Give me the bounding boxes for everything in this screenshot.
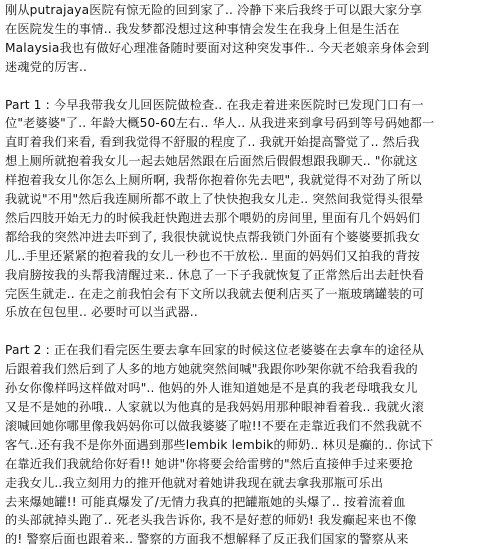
text-line: 孙女你像样吗这样做对吗".. 他妈的外人谁知道她是不是真的我老母哦我女儿 [5,381,418,396]
text-line: Part 2 : 正在我们看完医生要去拿车回家的时候这位老婆婆在去拿车的途径从 [5,343,425,358]
text-line: 都给我的突然冲进去吓到了, 我很快就说快点帮我锁门外面有个婆婆要抓我女 [5,229,421,244]
text-line: 的! 警察后面也跟着来.. 警察的方面我不想解释了反正我们国家的警察从来 [5,532,409,547]
text-line: 客气..还有我不是你外面遇到那些lembik lembik的师奶.. 林贝是癫的.. 你试下 [5,437,434,452]
text-line: 去来爆她罐!! 可能真爆发了/无情力我真的把罐瓶她的头爆了.. 按着流着血 [5,494,406,509]
text-line: 又是不是她的孙哦.. 人家就以为他真的是我妈妈用那种眼神看着我.. 我就火滚 [5,400,424,414]
text-line: 滚喊回她你哪里像我妈妈你可以做我婆婆了啦!!不要在走靠近我们不然我就不 [5,418,423,433]
text-line: 儿..手里还紧紧的抱着我的女儿一秒也不干放松.. 里面的妈妈们又拍我的背按 [5,248,420,263]
paragraph-intro [5,1,477,77]
text-line: 样抱着我女儿你怎么上厕所啊, 我帮你抱着你先去吧", 我就觉得不对劲了所以 [5,173,422,188]
text-line: 的头部就掉头跑了.. 死老头我告诉你, 我不是好惹的师奶! 我发癫起来也不像 [5,513,417,528]
text-line: 后跟着我们然后到了人多的地方她就突然间喊"我跟你吵架你就不给我看我的 [5,362,418,377]
text-line: 走我女儿..我立刻用力的推开他就对着她讲我现在就去拿我那瓶可乐出 [5,475,384,490]
text-line: Part 1 : 今早我带我女儿回医院做检查.. 在我走着进来医院时已发现门口有一 [5,97,424,112]
text-line: 直盯着我们来看, 看到我觉得不舒服的程度了.. 我就开始提高警觉了.. 然后我 [5,135,420,150]
text-line: 然后四肢开始无力的时候我赶快跑进去那个喂奶的房间里, 里面有几个妈妈们 [5,210,421,225]
text-line: 刚从putrajaya医院有惊无险的回到家了.. 冷静下来后我终于可以跟大家分享 [5,3,423,17]
text-line: 乐放在包包里.. 必要时可以当武器.. [5,305,198,320]
text-line: 在医院发生的事情.. 我发梦都没想过这种事情会发生在我身上但是生活在 [5,21,400,36]
text-line: 迷魂党的厉害.. [5,59,88,74]
text-line: 想上厕所就抱着我女儿一起去她居然跟在后面然后假假想跟我聊天.. "你就这 [5,154,418,169]
text-line: 在靠近我们我就给你好看!! 她讲"你将要会给雷劈的"然后直接伸手过来要抢 [5,456,414,471]
text-line: Malaysia我也有做好心理准备随时要面对这种突发事件.. 今天老娘亲身体会到 [5,40,430,55]
paragraph-part-2 [5,341,477,549]
text-line: 我肩膀按我的头帮我清醒过来.. 休息了一下子我就恢复了正常然后出去赶快看 [5,267,425,282]
text-line: 位"老婆婆"了.. 年龄大概50-60左右.. 华人.. 从我进来到拿号码到等号码她都一 [5,116,435,131]
text-line: 我就说"不用"然后我连厕所都不敢上了快快抱我女儿走.. 突然间我觉得头很晕 [5,192,424,207]
text-line: 完医生就走.. 在走之前我怕会有下文所以我就去便利店买了一瓶玻璃罐装的可 [5,286,425,301]
paragraph-part-1 [5,96,477,323]
